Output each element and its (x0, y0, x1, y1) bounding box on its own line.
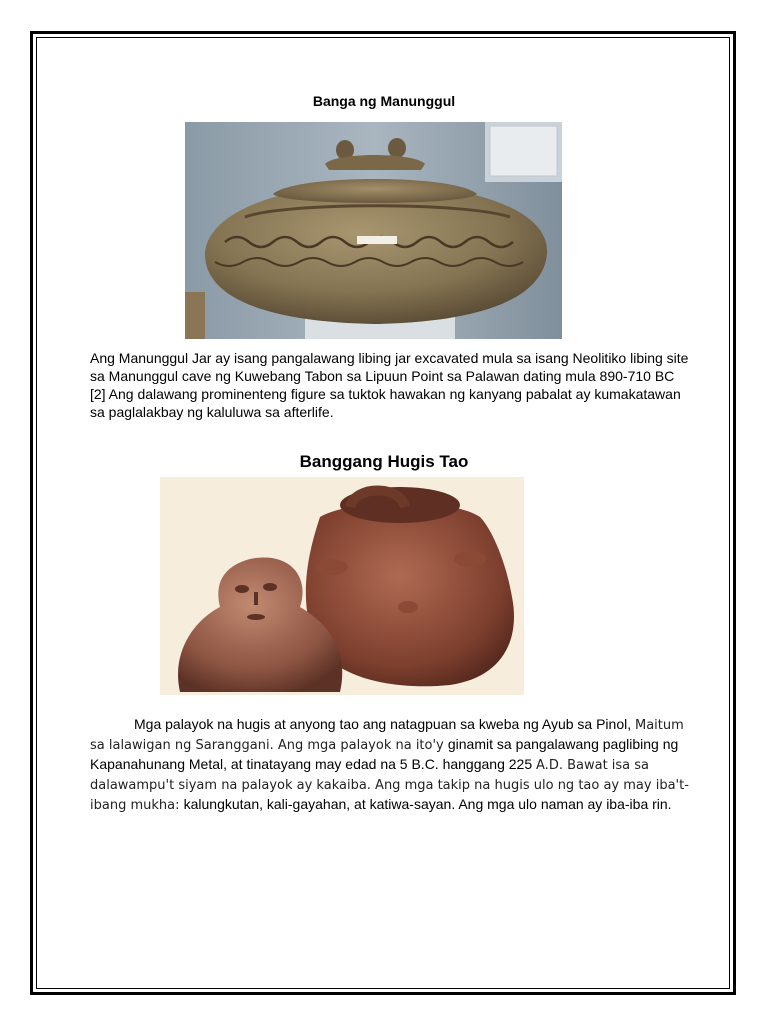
section-title-hugis-tao: Banggang Hugis Tao (299, 452, 469, 471)
manunggul-jar-photo (185, 122, 562, 339)
section-title-manunggul: Banga ng Manunggul (312, 93, 456, 109)
paragraph-part-4: A.D. Bawat isa sa dalawampu't siyam na palayok ay kakaiba. Ang mga takip na hugis ulo ng tao ay may iba't-ibang mukha: (90, 758, 689, 813)
paragraph-part-3: ginamit sa pangalawang paglibing ng Kapanahunang Metal, at tinatayang may edad na 5 B.C. hanggang 225 (90, 736, 679, 772)
paragraph-part-2: Maitum sa lalawigan ng Saranggani. Ang mga palayok na ito'y (90, 718, 684, 753)
hugis-tao-description (90, 715, 690, 815)
manunggul-description: Ang Manunggul Jar ay isang pangalawang libing jar excavated mula sa isang Neolitiko libing site sa Manunggul cave ng Kuwebang Tabon sa Lipuun Point sa Palawan dating mula 890-710 BC [2] Ang dalawang prominenteng figure sa tuktok hawakan ng kanyang pabalat ay kumakatawan sa paglalakbay ng kaluluwa sa afterlife. (90, 350, 689, 420)
paragraph-part-5: kalungkutan, kali-gayahan, at katiwa-sayan. Ang mga ulo naman ay iba-iba rin. (183, 796, 672, 812)
paragraph-part-1: Mga palayok na hugis at anyong tao ang natagpuan sa kweba ng Ayub sa Pinol, (134, 716, 635, 732)
anthropomorphic-jars-photo (160, 477, 524, 695)
